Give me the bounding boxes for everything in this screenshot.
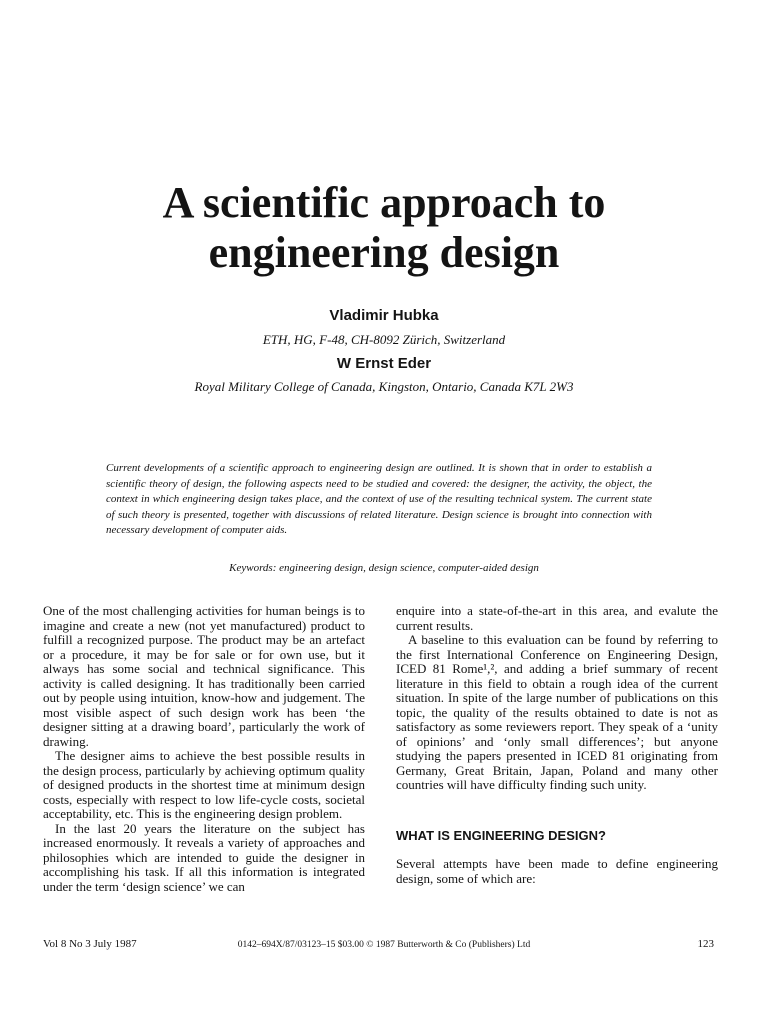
affiliation-1: ETH, HG, F-48, CH-8092 Zürich, Switzerland	[262, 332, 506, 347]
body-column-left	[43, 604, 365, 894]
author-1: Vladimir Hubka	[329, 307, 439, 324]
abstract: Current developments of a scientific approach to engineering design are outlined. It is shown that in order to establish a scientific theory of design, the following aspects need to be studied and covered: the designer, the activity, the object, the context in which engineering design takes place, and the context of use of the resulting technical system. The current state of such theory is presented, together with discussions of related literature. Design science is brought into connection with necessary development of computer aids.	[106, 462, 652, 537]
paragraph: One of the most challenging activities for human beings is to imagine and create a new (not yet manufactured) product to fulfill a recognized purpose. The product may be an artefact or a procedure, it may be for sale or for own use, but it always has some social and technical significance. This activity is called designing. It has traditionally been carried out by people using intuition, know-how and judgement. The most visible aspect of such design work has been ‘the designer sitting at a drawing board’, particularly the work of drawing.	[43, 603, 365, 749]
paragraph: In the last 20 years the literature on the subject has increased enormously. It reveals a variety of approaches and philosophies which are intended to guide the designer in accomplishing his task. If all this information is integrated under the term ‘design science’ we can	[43, 820, 365, 894]
title-line-2: engineering design	[208, 228, 560, 277]
footer-copyright: 0142–694X/87/03123–15 $03.00 © 1987 Butterworth & Co (Publishers) Ltd	[237, 940, 531, 950]
paper-title	[0, 178, 768, 278]
body-column-right	[396, 604, 718, 886]
affiliation-2: Royal Military College of Canada, Kingston, Ontario, Canada K7L 2W3	[194, 379, 574, 394]
paragraph: A baseline to this evaluation can be found by referring to the first International Conference on Engineering Design, ICED 81 Rome¹,², and adding a brief summary of recent literature in this field to obtain a rough idea of the current situation. In spite of the large number of publications on this topic, the quality of the results obtained to date is not as satisfactory as some reviewers report. They speak of a ‘unity of opinions’ and ‘only small differences’; but anyone studying the papers presented in ICED 81 originating from Germany, Great Britain, Japan, Poland and many other countries will have difficulty finding such unity.	[396, 632, 718, 792]
paragraph: Several attempts have been made to define engineering design, some of which are:	[396, 856, 718, 886]
section-heading: WHAT IS ENGINEERING DESIGN?	[396, 827, 606, 843]
title-line-1: A scientific approach to	[162, 178, 606, 227]
page-number: 123	[697, 938, 714, 950]
paragraph: The designer aims to achieve the best possible results in the design process, particularly by achieving optimum quality of designed products in the shortest time at minimum design costs, especially with respect to low life-cycle costs, societal acceptability, etc. This is the engineering design problem.	[43, 748, 365, 821]
keywords: Keywords: engineering design, design science, computer-aided design	[229, 562, 539, 574]
footer-journal: Vol 8 No 3 July 1987	[43, 938, 137, 950]
paragraph: enquire into a state-of-the-art in this area, and evalute the current results.	[396, 603, 718, 633]
author-2: W Ernst Eder	[336, 355, 432, 372]
